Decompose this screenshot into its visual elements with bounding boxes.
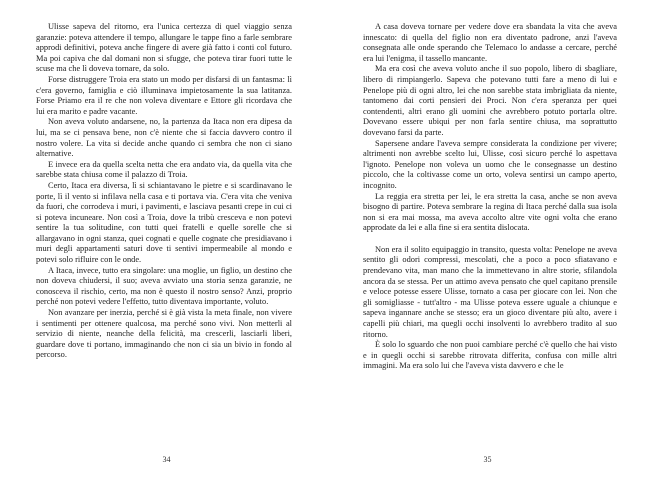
paragraph: Forse distruggere Troia era stato un modo per disfarsi di un fantasma: lì c'era governo, famiglia e ciò illuminava impietosamente la sua latitanza. Forse Priamo era il re che non voleva diventare e Ettore gli ricordava che lui era marito e padre vacante. (36, 74, 292, 116)
paragraph: Ma era così che aveva voluto anche il suo popolo, libero di sbagliare, libero di rimpiangerlo. Sapeva che potevano tutti fare a meno di lui e Penelope più di ogni altro, lei che non sarebbe stata imbrigliata da niente, tantomeno dai corti pensieri dei Proci. Non c'era speranza per quei contendenti, altri erano gli uomini che avrebbero potuto portarla oltre. Dovevano essere ubiqui per non farla sentire chiusa, ma soprattutto dovevano farsi da parte. (363, 64, 617, 137)
paragraph: A Itaca, invece, tutto era singolare: una moglie, un figlio, un destino che non doveva chiudersi, il suo; aveva avviato una storia senza garanzie, ne conosceva il rischio, certo, ma non è questo il nostro senso? Anzi, proprio perché non potevi vedere l'effetto, tutto diventava importante, voluto. (36, 265, 292, 307)
paragraph: Certo, Itaca era diversa, lì si schiantavano le pietre e si scardinavano le porte, lì il vento si infilava nella casa e ti portava via. C'era vita che veniva da fuori, che corrodeva i muri, i pavimenti, e lasciava pesanti crepe in cui ci si poteva incuneare. Non così a Troia, dove la tribù cresceva e non potevi sentire la tua solitudine, con tutti quei fratelli e quelle sorelle che si allargavano in ogni stanza, quei cognati e quelle cognate che presidiavano i muri degli appartamenti saturi dove ti sentivi impermeabile al mondo e potevi solo rifluire con le onde. (36, 180, 292, 265)
paragraph: Non era il solito equipaggio in transito, questa volta: Penelope ne aveva sentito gli odori compressi, mescolati, che a poco a poco sfiatavano e prendevano vita, man mano che la immettevano in altre storie, sfilandola ancora da se stessa. Per un attimo aveva pensato che quel capitano prensile e veloce potesse essere Ulisse, tornato a casa per giocare con lei. Non che gli somigliasse - tutt'altro - ma Ulisse poteva essere uguale a chiunque e sapeva ingannare anche se stesso; era un gioco diventare più alto, avere i capelli più chiari, ma quegli occhi insolventi lo avrebbero tradito al suo ritorno. (363, 244, 617, 339)
page-number: 34 (162, 455, 171, 464)
paragraph: Ulisse sapeva del ritorno, era l'unica certezza di quel viaggio senza garanzie: poteva attendere il tempo, allungare le tappe fino a farle sembrare approdi definitivi, poteva anche fingere di avere già fatto i conti col futuro. Ma poi capiva che dal domani non si sfugge, che poteva tirar fuori tutte le scuse ma che lì doveva tornare, da solo. (36, 22, 292, 74)
paragraph: E invece era da quella scelta netta che era andato via, da quella vita che sarebbe stata chiusa come il palazzo di Troia. (36, 159, 292, 180)
paragraph: Sapersene andare l'aveva sempre considerata la condizione per vivere; altrimenti non avrebbe scelto lui, Ulisse, così sicuro perché lo aspettava l'ignoto. Penelope non voleva un uomo che le consegnasse un destino piccolo, che la coltivasse come un orto, voleva sentirsi un campo aperto, incognito. (363, 138, 617, 190)
right-page (325, 0, 650, 487)
paragraph: A casa doveva tornare per vedere dove era sbandata la vita che aveva innescato: di quella del figlio non era diventato padrone, anzi l'aveva consegnata alle onde sperando che Telemaco lo andasse a cercare, perché era lui l'enigma, il tassello mancante. (363, 22, 617, 63)
paragraph: È solo lo sguardo che non puoi cambiare perché c'è quello che hai visto e in quegli occhi si sarebbe ritrovata differita, confusa con mille altri immagini. Ma era solo lui che l'aveva vista davvero e che le (363, 340, 617, 371)
paragraph: La reggia era stretta per lei, le era stretta la casa, anche se non aveva bisogno di partire. Poteva sembrare la regina di Itaca perché dalla sua isola non si era mai mossa, ma aveva accolto altre vite ogni volta che erano approdate da lei e alla fine si era sentita dislocata. (363, 191, 617, 233)
paragraph: Non avanzare per inerzia, perché si è già vista la meta finale, non vivere i sentimenti per ottenere qualcosa, ma perché sono vivi. Non metterli al servizio di niente, neanche della felicità, ma crescerli, lasciarli liberi, guardare dove ti portano, immaginando che non ci sia un bivio in fondo al percorso. (36, 308, 292, 360)
left-page-text (36, 22, 292, 361)
paragraph: Non aveva voluto andarsene, no, la partenza da Itaca non era dipesa da lui, ma se ci pensava bene, non c'è niente che si faccia davvero contro il nostro volere. La vita si decide anche quando ci sembra che non ci siano alternative. (36, 117, 292, 159)
right-page-text (363, 22, 617, 372)
page-number: 35 (483, 455, 492, 464)
